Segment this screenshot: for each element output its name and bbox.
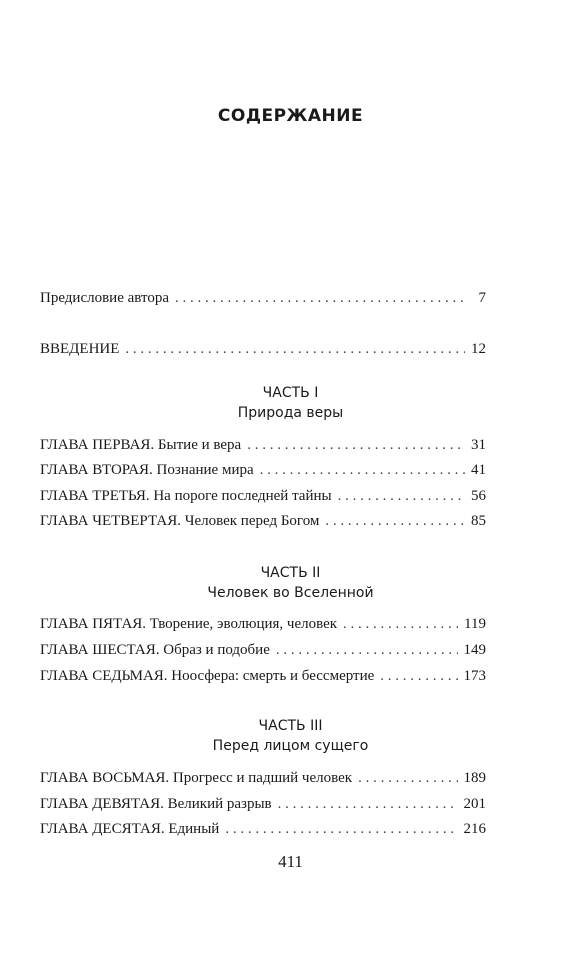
toc-entry-chapter-7[interactable] [40,667,486,685]
toc-entry-page: 7 [478,290,486,306]
toc-entry-chapter-3[interactable] [40,487,486,505]
part-title: Человек во Вселенной [207,585,374,601]
toc-entry-label: ГЛАВА СЕДЬМАЯ. Ноосфера: смерть и бессмертие [40,668,375,684]
toc-entry-page: 56 [471,488,486,504]
toc-entry-page: 41 [471,462,486,478]
toc-entry-label: ГЛАВА ВТОРАЯ. Познание мира [40,462,254,478]
dot-leader [247,436,465,454]
toc-entry-label: ГЛАВА ДЕСЯТАЯ. Единый [40,821,220,837]
toc-entry-label: ГЛАВА ЧЕТВЕРТАЯ. Человек перед Богом [40,513,320,529]
toc-entry-label: ГЛАВА ПЯТАЯ. Творение, эволюция, человек [40,616,338,632]
toc-entry-page: 12 [471,341,486,357]
toc-entry-page: 216 [463,821,486,837]
part-number: ЧАСТЬ I [262,385,319,401]
page-title: СОДЕРЖАНИЕ [217,106,364,126]
toc-entry-chapter-8[interactable] [40,769,486,787]
toc-entry-chapter-1[interactable] [40,436,486,454]
toc-entry-label: ГЛАВА ВОСЬМАЯ. Прогресс и падший человек [40,770,353,786]
toc-entry-chapter-5[interactable] [40,615,486,633]
dot-leader [338,487,465,505]
dot-leader [260,461,465,479]
part-number: ЧАСТЬ II [260,565,321,581]
toc-entry-page: 173 [463,668,486,684]
part-number: ЧАСТЬ III [258,718,323,734]
toc-entry-label: Предисловие автора [40,290,169,306]
toc-entry-chapter-4[interactable] [40,512,486,530]
toc-entry-page: 189 [463,770,486,786]
toc-entry-page: 85 [471,513,486,529]
toc-entry-label: ГЛАВА ДЕВЯТАЯ. Великий разрыв [40,796,272,812]
dot-leader [125,340,465,358]
toc-entry-preface[interactable] [40,289,486,307]
toc-entry-label: ГЛАВА ПЕРВАЯ. Бытие и вера [40,437,242,453]
toc-entry-label: ГЛАВА ТРЕТЬЯ. На пороге последней тайны [40,488,332,504]
part-title: Природа веры [237,405,344,421]
toc-entry-chapter-10[interactable] [40,820,486,838]
dot-leader [175,289,466,307]
page-number: 411 [278,852,303,871]
toc-entry-page: 31 [471,437,486,453]
dot-leader [225,820,457,838]
toc-entry-label: ВВЕДЕНИЕ [40,341,120,357]
toc-entry-page: 201 [463,796,486,812]
toc-entry-page: 119 [464,616,486,632]
toc-entry-chapter-9[interactable] [40,795,486,813]
dot-leader [380,667,457,685]
dot-leader [276,641,458,659]
dot-leader [358,769,457,787]
dot-leader [343,615,458,633]
dot-leader [278,795,458,813]
toc-entry-introduction[interactable] [40,340,486,358]
toc-entry-label: ГЛАВА ШЕСТАЯ. Образ и подобие [40,642,270,658]
part-title: Перед лицом сущего [212,738,369,754]
toc-entry-page: 149 [463,642,486,658]
dot-leader [325,512,465,530]
toc-entry-chapter-2[interactable] [40,461,486,479]
toc-entry-chapter-6[interactable] [40,641,486,659]
